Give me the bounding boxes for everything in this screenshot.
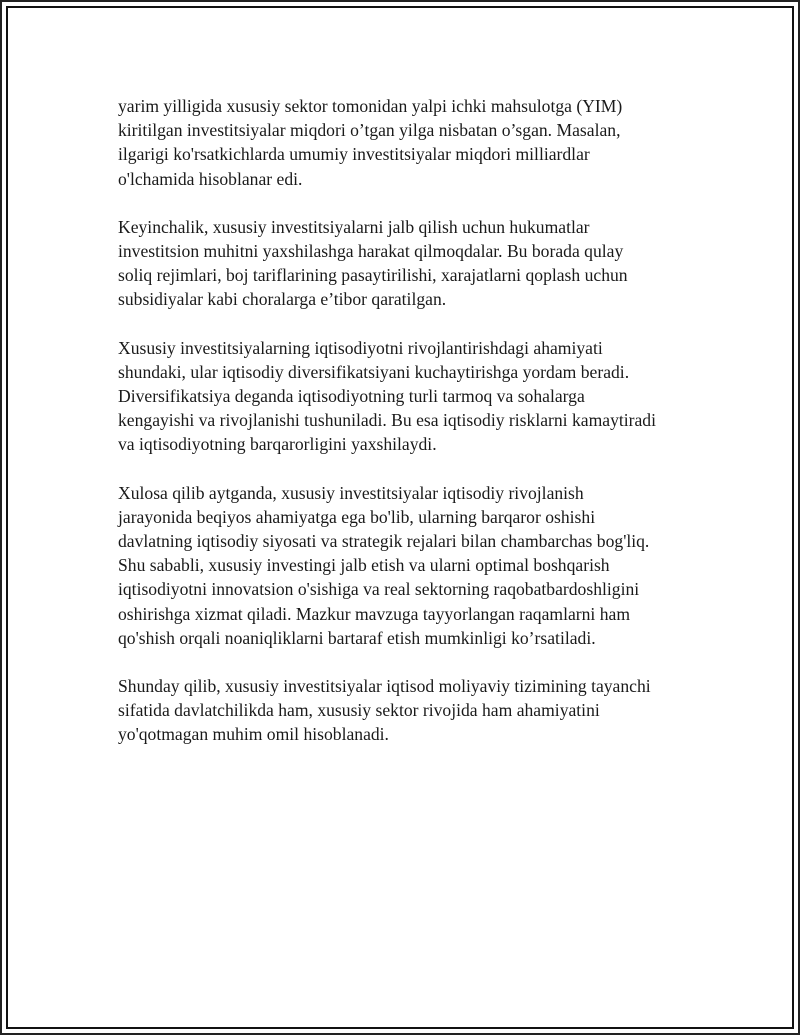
- text-line: o'lchamida hisoblanar edi.: [118, 168, 303, 189]
- text-line: investitsion muhitni yaxshilashga harakat qilmoqdalar. Bu borada qulay: [118, 241, 624, 262]
- text-line: Shu sababli, xususiy investingi jalb etish va ularni optimal boshqarish: [118, 555, 610, 576]
- text-line: va iqtisodiyotning barqarorligini yaxshilaydi.: [118, 434, 437, 455]
- paragraph-4: [118, 481, 698, 650]
- text-line: jarayonida beqiyos ahamiyatga ega bo'lib, ularning barqaror oshishi: [118, 506, 596, 527]
- text-line: Diversifikatsiya deganda iqtisodiyotning turli tarmoq va sohalarga: [118, 386, 585, 407]
- text-line: yarim yilligida xususiy sektor tomonidan yalpi ichki mahsulotga (YIM): [118, 96, 623, 116]
- text-line: soliq rejimlari, boj tariflarining pasaytirilishi, xarajatlarni qoplash uchun: [118, 265, 628, 286]
- text-line: oshirishga xizmat qiladi. Mazkur mavzuga tayyorlangan raqamlarni ham: [118, 603, 631, 624]
- document-body: [118, 94, 698, 747]
- paragraph-2: [118, 215, 698, 312]
- text-line: davlatning iqtisodiy siyosati va strategik rejalari bilan chambarchas bog'liq.: [118, 531, 650, 552]
- text-line: sifatida davlatchilikda ham, xususiy sektor rivojida ham ahamiyatini: [118, 700, 600, 721]
- text-line: kengayishi va rivojlanishi tushuniladi. Bu esa iqtisodiy risklarni kamaytiradi: [118, 410, 656, 431]
- text-line: Xususiy investitsiyalarning iqtisodiyotni rivojlantirishdagi ahamiyati: [118, 337, 603, 358]
- text-line: qo'shish orqali noaniqliklarni bartaraf etish mumkinligi ko’rsatiladi.: [118, 627, 596, 648]
- text-line: yo'qotmagan muhim omil hisoblanadi.: [118, 724, 389, 745]
- paragraph-1: [118, 94, 698, 191]
- text-line: ilgarigi ko'rsatkichlarda umumiy investitsiyalar miqdori milliardlar: [118, 144, 590, 165]
- text-line: subsidiyalar kabi choralarga e’tibor qaratilgan.: [118, 289, 447, 310]
- text-line: Keyinchalik, xususiy investitsiyalarni jalb qilish uchun hukumatlar: [118, 216, 590, 237]
- paragraph-3: [118, 336, 698, 457]
- text-line: kiritilgan investitsiyalar miqdori o’tgan yilga nisbatan o’sgan. Masalan,: [118, 120, 621, 141]
- paragraph-5: [118, 674, 698, 747]
- text-line: iqtisodiyotni innovatsion o'sishiga va real sektorning raqobatbardoshligini: [118, 579, 640, 600]
- text-line: Shunday qilib, xususiy investitsiyalar iqtisod moliyaviy tizimining tayanchi: [118, 676, 651, 697]
- text-line: Xulosa qilib aytganda, xususiy investitsiyalar iqtisodiy rivojlanish: [118, 482, 584, 503]
- text-line: shundaki, ular iqtisodiy diversifikatsiyani kuchaytirishga yordam beradi.: [118, 361, 630, 382]
